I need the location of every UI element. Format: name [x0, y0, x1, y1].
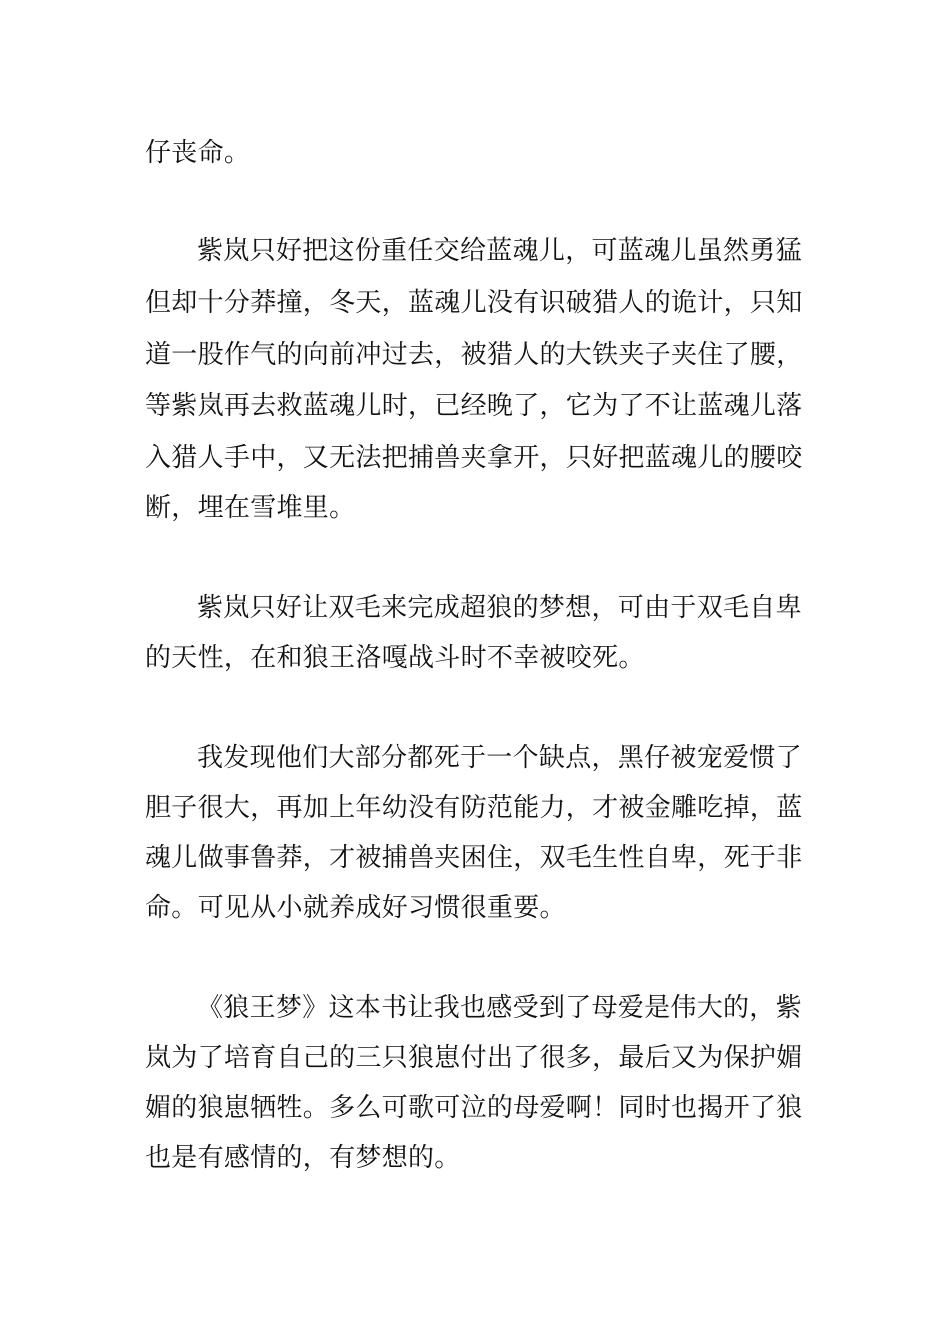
- text-line: 媚的狼崽牺牲。多么可歌可泣的母爱啊！同时也揭开了狼: [145, 1093, 803, 1123]
- text-line: 仔丧命。: [145, 138, 251, 168]
- text-line: 胆子很大，再加上年幼没有防范能力，才被金雕吃掉，蓝: [145, 793, 803, 823]
- paragraph-first-line: 紫岚只好把这份重任交给蓝魂儿，可蓝魂儿虽然勇猛: [197, 236, 802, 266]
- text-line: 也是有感情的，有梦想的。: [145, 1143, 461, 1173]
- text-line: 等紫岚再去救蓝魂儿时，已经晚了，它为了不让蓝魂儿落: [145, 391, 803, 421]
- text-line: 的天性，在和狼王洛嘎战斗时不幸被咬死。: [145, 643, 645, 673]
- text-line: 断，埋在雪堆里。: [145, 493, 356, 523]
- text-line: 魂儿做事鲁莽，才被捕兽夹困住，双毛生性自卑，死于非: [145, 843, 803, 873]
- text-line: 岚为了培育自己的三只狼崽付出了很多，最后又为保护媚: [145, 1043, 803, 1073]
- paragraph-first-line: 我发现他们大部分都死于一个缺点，黑仔被宠爱惯了: [197, 743, 802, 773]
- paragraph-first-line: 紫岚只好让双毛来完成超狼的梦想，可由于双毛自卑: [197, 593, 802, 623]
- text-line: 入猎人手中，又无法把捕兽夹拿开，只好把蓝魂儿的腰咬: [145, 443, 803, 473]
- text-line: 但却十分莽撞，冬天，蓝魂儿没有识破猎人的诡计，只知: [145, 288, 803, 318]
- text-line: 道一股作气的向前冲过去，被猎人的大铁夹子夹住了腰，: [145, 340, 803, 370]
- text-line: 命。可见从小就养成好习惯很重要。: [145, 893, 566, 923]
- paragraph-first-line: 《狼王梦》这本书让我也感受到了母爱是伟大的，紫: [197, 993, 802, 1023]
